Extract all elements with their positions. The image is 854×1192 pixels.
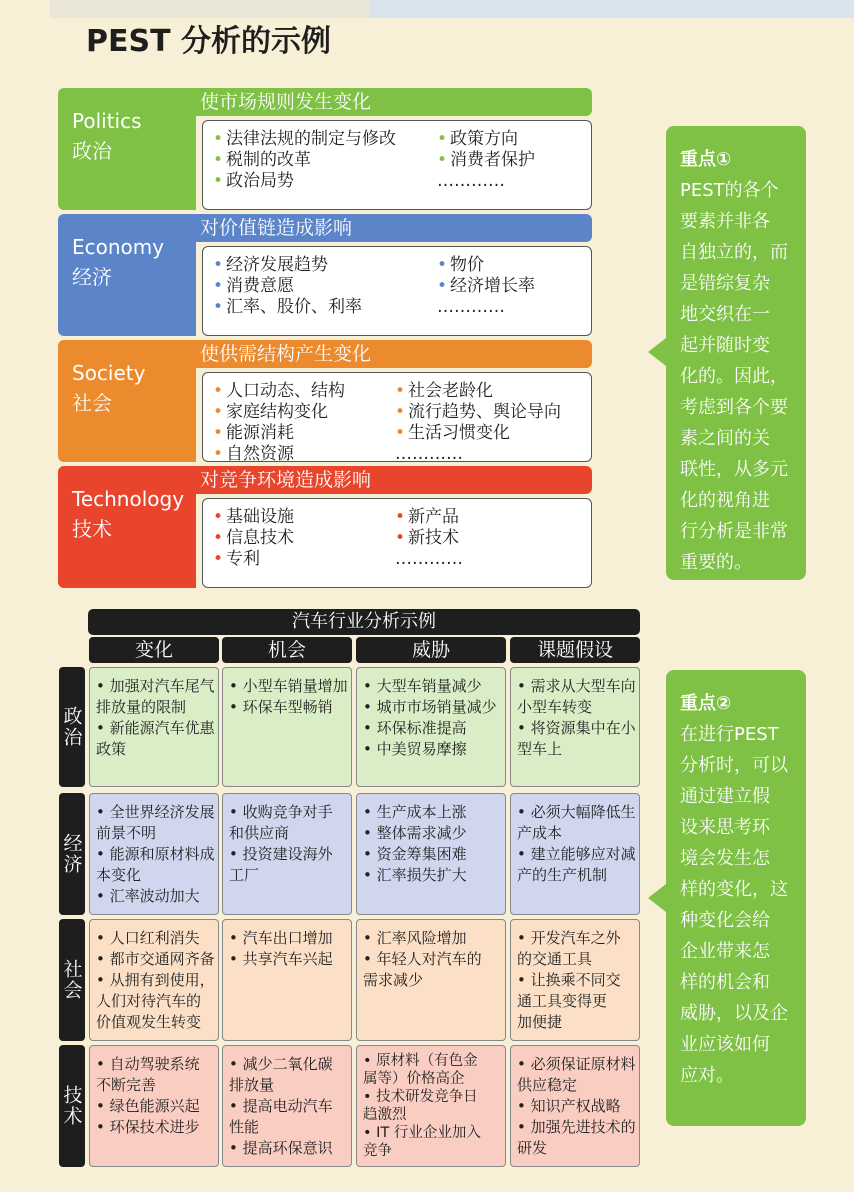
pest-item [213, 528, 294, 549]
pest-item [213, 402, 328, 423]
table-cell [510, 1045, 640, 1167]
callout-line: 样的机会和 [680, 972, 770, 993]
table-cell-line: • 让换乘不同交 [517, 971, 621, 989]
factor-chinese: 社会 [72, 391, 112, 415]
table-cell-line: • 原材料（有色金 [363, 1053, 478, 1069]
callout-line: 业应该如何 [680, 1034, 770, 1055]
factor-english: Politics [72, 109, 142, 133]
pest-item-text: ………… [395, 444, 463, 464]
pest-impact-heading: 使市场规则发生变化 [196, 88, 592, 116]
bullet-icon: • [213, 150, 224, 170]
table-cell [356, 667, 506, 787]
page-title: PEST 分析的示例 [86, 24, 331, 59]
callout-line: 设来思考环 [680, 817, 770, 838]
table-cell-line: • 自动驾驶系统 [96, 1055, 200, 1073]
pest-item-text: 税制的改革 [226, 150, 312, 170]
callout-line: 通过建立假 [680, 786, 770, 807]
table-cell [222, 919, 352, 1041]
pest-item-text: 新产品 [408, 507, 460, 527]
pest-row-politics [58, 88, 592, 212]
callout-line: 威胁，以及企 [680, 1003, 788, 1024]
table-cell [89, 1045, 219, 1167]
pest-item [213, 129, 396, 150]
pest-item [437, 276, 535, 297]
pest-item [213, 507, 294, 528]
table-cell-line: • 资金筹集困难 [363, 845, 467, 863]
bullet-icon: • [213, 129, 224, 149]
table-cell-line: • 能源和原材料成 [96, 845, 215, 863]
pest-row-society [58, 340, 592, 464]
pest-item [395, 423, 510, 444]
bullet-icon: • [213, 276, 224, 296]
pest-item [213, 423, 294, 444]
table-cell-line: 供应稳定 [517, 1076, 578, 1094]
table-cell-line: • 加强先进技术的 [517, 1118, 636, 1136]
callout-line: PEST的各个 [680, 180, 779, 201]
callout-line: 种变化会给 [680, 910, 770, 931]
table-row-header: 技术 [59, 1045, 85, 1167]
table-cell-line: • 全世界经济发展 [96, 803, 215, 821]
pest-item-text: 专利 [226, 549, 261, 569]
callout-body [680, 719, 794, 1091]
table-cell-line: • 加强对汽车尾气 [96, 677, 215, 695]
pest-factor-label [58, 214, 196, 336]
pest-item [213, 381, 345, 402]
callout-line: 联性，从多元 [680, 459, 788, 480]
table-cell-line: 研发 [517, 1139, 548, 1157]
table-cell-line: • 城市市场销量减少 [363, 698, 497, 716]
pest-item [213, 276, 294, 297]
callout-arrow [648, 884, 666, 912]
bullet-icon: • [437, 129, 448, 149]
pest-factor-label [58, 88, 196, 210]
table-cell-line: • 建立能够应对减 [517, 845, 636, 863]
bullet-icon: • [213, 444, 224, 464]
callout-line: 境会发生怎 [680, 848, 770, 869]
pest-item-text: 社会老龄化 [408, 381, 494, 401]
table-cell-line: • 年轻人对汽车的 [363, 950, 482, 968]
table-cell-line: 需求减少 [363, 971, 424, 989]
pest-impact-heading: 对价值链造成影响 [196, 214, 592, 242]
factor-english: Society [72, 361, 146, 385]
table-cell-line: 加便捷 [517, 1013, 563, 1031]
callout-line: 重要的。 [680, 552, 752, 573]
pest-items-box [202, 372, 592, 462]
table-cell-line: • 收购竞争对手 [229, 803, 333, 821]
table-cell-line: • 需求从大型车向 [517, 677, 636, 695]
factor-english: Economy [72, 235, 165, 259]
pest-impact-heading: 对竞争环境造成影响 [196, 466, 592, 494]
table-cell [510, 667, 640, 787]
table-row-header: 经济 [59, 793, 85, 915]
bullet-icon: • [213, 507, 224, 527]
top-strip-right [370, 0, 854, 18]
bullet-icon: • [213, 171, 224, 191]
table-cell-line: • 共享汽车兴起 [229, 950, 333, 968]
table-cell-line: 通工具变得更 [517, 992, 608, 1010]
table-cell-line: • 必须大幅降低生 [517, 803, 636, 821]
table-cell-line: • 大型车销量减少 [363, 677, 482, 695]
table-column-header: 变化 [89, 637, 219, 663]
table-cell-line: • 生产成本上涨 [363, 803, 467, 821]
table-cell-line: 竞争 [363, 1143, 392, 1159]
table-cell-line: • 必须保证原材料 [517, 1055, 636, 1073]
table-cell-line: 性能 [229, 1118, 260, 1136]
callout-key-point-2 [666, 670, 806, 1126]
callout-line: 是错综复杂 [680, 273, 770, 294]
callout-body [680, 175, 794, 578]
callout-line: 样的变化，这 [680, 879, 788, 900]
table-cell-line: • 人口红利消失 [96, 929, 200, 947]
bullet-icon: • [213, 381, 224, 401]
table-cell [356, 919, 506, 1041]
pest-item [213, 255, 328, 276]
table-cell-line: 型车上 [517, 740, 563, 758]
table-cell-line: 和供应商 [229, 824, 290, 842]
callout-line: 行分析是非常 [680, 521, 788, 542]
pest-item-text: 汇率、股价、利率 [226, 297, 363, 317]
pest-item-text: 法律法规的制定与修改 [226, 129, 397, 149]
callout-line: 企业带来怎 [680, 941, 770, 962]
table-cell-line: • 知识产权战略 [517, 1097, 621, 1115]
pest-item-text: 经济发展趋势 [226, 255, 329, 275]
pest-row-technology [58, 466, 592, 590]
table-row-header: 政治 [59, 667, 85, 787]
bullet-icon: • [213, 255, 224, 275]
table-row-header: 社会 [59, 919, 85, 1041]
table-cell-line: • 汇率损失扩大 [363, 866, 467, 884]
callout-line: 地交织在一 [680, 304, 770, 325]
callout-heading: 重点① [680, 149, 732, 170]
pest-item [213, 171, 294, 192]
table-cell-line: • 新能源汽车优惠 [96, 719, 215, 737]
bullet-icon: • [213, 528, 224, 548]
table-cell-line: 排放量的限制 [96, 698, 187, 716]
table-cell-line: 小型车转变 [517, 698, 593, 716]
factor-chinese: 政治 [72, 139, 112, 163]
pest-item [213, 549, 260, 570]
callout-line: 化的。因此， [680, 366, 788, 387]
callout-key-point-1 [666, 126, 806, 580]
pest-impact-heading: 使供需结构产生变化 [196, 340, 592, 368]
pest-item-text: 政策方向 [450, 129, 519, 149]
pest-item [437, 129, 518, 150]
callout-line: 素之间的关 [680, 428, 770, 449]
table-cell-line: • IT 行业企业加入 [363, 1125, 481, 1141]
pest-item-text: ………… [437, 297, 505, 317]
table-cell-line: • 将资源集中在小 [517, 719, 636, 737]
table-title: 汽车行业分析示例 [88, 609, 640, 635]
pest-item-text: ………… [437, 171, 505, 191]
table-cell-line: • 环保车型畅销 [229, 698, 333, 716]
table-cell [510, 793, 640, 915]
pest-item [213, 444, 294, 465]
table-cell-line: • 整体需求减少 [363, 824, 467, 842]
table-cell-line: 不断完善 [96, 1076, 157, 1094]
table-cell-line: • 都市交通网齐备 [96, 950, 215, 968]
table-cell [356, 1045, 506, 1167]
bullet-icon: • [213, 402, 224, 422]
table-cell-line: 属等）价格高企 [363, 1071, 465, 1087]
callout-line: 自独立的，而 [680, 242, 788, 263]
pest-item-text: 基础设施 [226, 507, 295, 527]
table-cell [89, 667, 219, 787]
callout-line: 在进行PEST [680, 724, 779, 745]
pest-items-box [202, 498, 592, 588]
pest-row-economy [58, 214, 592, 338]
pest-item-text: 人口动态、结构 [226, 381, 346, 401]
factor-english: Technology [72, 487, 185, 511]
table-cell-line: 工厂 [229, 866, 260, 884]
table-cell-line: • 汽车出口增加 [229, 929, 333, 947]
pest-items-box [202, 120, 592, 210]
pest-item-text: 家庭结构变化 [226, 402, 329, 422]
table-cell-line: • 汇率波动加大 [96, 887, 200, 905]
bullet-icon: • [213, 423, 224, 443]
pest-item [437, 297, 505, 318]
table-cell-line: 趋激烈 [363, 1107, 407, 1123]
callout-line: 考虑到各个要 [680, 397, 788, 418]
callout-line: 化的视角进 [680, 490, 770, 511]
pest-item [395, 381, 493, 402]
bullet-icon: • [437, 255, 448, 275]
pest-items-box [202, 246, 592, 336]
pest-item-text: ………… [395, 549, 463, 569]
table-cell-line: 人们对待汽车的 [96, 992, 202, 1010]
pest-item [395, 528, 459, 549]
callout-arrow [648, 338, 666, 366]
bullet-icon: • [395, 507, 406, 527]
pest-item [395, 444, 463, 465]
pest-item [437, 255, 484, 276]
table-cell-line: 的交通工具 [517, 950, 593, 968]
table-cell-line: • 环保标准提高 [363, 719, 467, 737]
table-cell [89, 793, 219, 915]
table-cell-line: 产成本 [517, 824, 563, 842]
pest-item [213, 297, 362, 318]
table-cell-line: 价值观发生转变 [96, 1013, 202, 1031]
callout-line: 要素并非各 [680, 211, 770, 232]
pest-factor-label [58, 340, 196, 462]
table-cell [510, 919, 640, 1041]
table-column-header: 机会 [222, 637, 352, 663]
factor-chinese: 经济 [72, 265, 112, 289]
table-cell-line: • 小型车销量增加 [229, 677, 348, 695]
pest-item [395, 402, 561, 423]
pest-item [395, 549, 463, 570]
table-cell-line: 前景不明 [96, 824, 157, 842]
table-cell-line: 排放量 [229, 1076, 275, 1094]
table-cell-line: • 绿色能源兴起 [96, 1097, 200, 1115]
table-cell-line: • 提高电动汽车 [229, 1097, 333, 1115]
bullet-icon: • [213, 297, 224, 317]
table-column-header: 威胁 [356, 637, 506, 663]
pest-item-text: 物价 [450, 255, 485, 275]
bullet-icon: • [395, 423, 406, 443]
table-cell [222, 1045, 352, 1167]
pest-factor-label [58, 466, 196, 588]
pest-item-text: 自然资源 [226, 444, 295, 464]
pest-item-text: 新技术 [408, 528, 460, 548]
pest-item-text: 经济增长率 [450, 276, 536, 296]
bullet-icon: • [213, 549, 224, 569]
factor-chinese: 技术 [72, 517, 112, 541]
callout-line: 起并随时变 [680, 335, 770, 356]
callout-line: 应对。 [680, 1065, 734, 1086]
table-cell [222, 793, 352, 915]
table-cell-line: • 减少二氧化碳 [229, 1055, 333, 1073]
table-cell [356, 793, 506, 915]
callout-heading: 重点② [680, 693, 732, 714]
table-cell-line: • 投资建设海外 [229, 845, 333, 863]
pest-item [213, 150, 311, 171]
bullet-icon: • [437, 276, 448, 296]
pest-item-text: 能源消耗 [226, 423, 295, 443]
bullet-icon: • [395, 381, 406, 401]
table-cell-line: • 提高环保意识 [229, 1139, 333, 1157]
pest-item-text: 流行趋势、舆论导向 [408, 402, 562, 422]
pest-item-text: 信息技术 [226, 528, 295, 548]
pest-item [437, 171, 505, 192]
table-cell-line: • 技术研发竞争日 [363, 1089, 478, 1105]
table-cell [222, 667, 352, 787]
pest-item-text: 消费意愿 [226, 276, 295, 296]
table-cell [89, 919, 219, 1041]
pest-item-text: 生活习惯变化 [408, 423, 511, 443]
table-cell-line: 产的生产机制 [517, 866, 608, 884]
table-cell-line: • 从拥有到使用， [96, 971, 215, 989]
table-cell-line: • 中美贸易摩擦 [363, 740, 467, 758]
pest-item [395, 507, 459, 528]
bullet-icon: • [437, 150, 448, 170]
bullet-icon: • [395, 528, 406, 548]
table-column-header: 课题假设 [510, 637, 640, 663]
bullet-icon: • [395, 402, 406, 422]
pest-item [437, 150, 535, 171]
pest-item-text: 消费者保护 [450, 150, 536, 170]
callout-line: 分析时，可以 [680, 755, 788, 776]
pest-item-text: 政治局势 [226, 171, 295, 191]
table-cell-line: • 环保技术进步 [96, 1118, 200, 1136]
table-cell-line: • 开发汽车之外 [517, 929, 621, 947]
table-cell-line: • 汇率风险增加 [363, 929, 467, 947]
table-cell-line: 政策 [96, 740, 127, 758]
table-cell-line: 本变化 [96, 866, 142, 884]
